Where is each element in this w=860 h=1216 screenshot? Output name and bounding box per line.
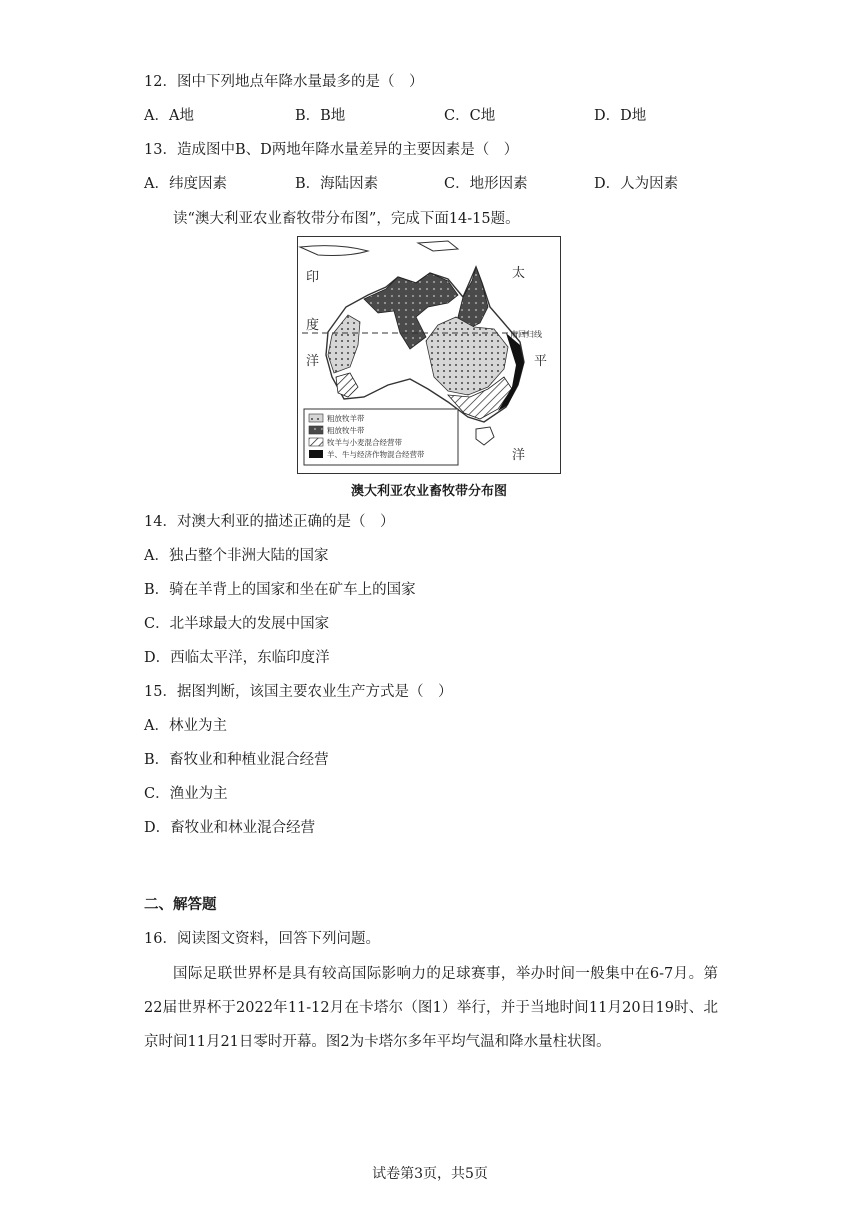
legend-swatch-cattle <box>309 426 323 434</box>
legend-swatch-mixed <box>309 438 323 446</box>
q14-option-c[interactable]: C．北半球最大的发展中国家 <box>144 616 330 632</box>
label-pacific-2: 平 <box>534 354 548 369</box>
island-shape <box>418 241 458 251</box>
q16-stem: 16．阅读图文资料，回答下列问题。 <box>144 931 380 947</box>
q12-stem: 12．图中下列地点年降水量最多的是（ ） <box>144 74 424 90</box>
map-svg <box>298 237 560 473</box>
label-pacific-3: 洋 <box>512 448 526 463</box>
legend-swatch-coast <box>309 450 323 458</box>
legend-label-sheep: 粗放牧羊带 <box>327 414 365 423</box>
q13-option-d[interactable]: D．人为因素 <box>594 176 679 192</box>
australia-agriculture-map <box>297 236 561 474</box>
label-indian-1: 印 <box>306 270 320 285</box>
q12-option-a[interactable]: A．A地 <box>144 108 194 124</box>
label-indian-3: 洋 <box>306 354 320 369</box>
legend-label-coast: 羊、牛与经济作物混合经营带 <box>327 450 425 459</box>
q12-option-b[interactable]: B．B地 <box>295 108 346 124</box>
q14-option-b[interactable]: B．骑在羊背上的国家和坐在矿车上的国家 <box>144 582 416 598</box>
q12-option-c[interactable]: C．C地 <box>444 108 496 124</box>
label-indian-2: 度 <box>306 318 320 333</box>
legend-label-cattle: 粗放牧牛带 <box>327 426 365 435</box>
q13-option-b[interactable]: B．海陆因素 <box>295 176 379 192</box>
section-heading: 二、解答题 <box>144 896 217 913</box>
intro-14-15: 读“澳大利亚农业畜牧带分布图”，完成下面14-15题。 <box>173 211 520 227</box>
q14-option-d[interactable]: D．西临太平洋，东临印度洋 <box>144 650 330 666</box>
legend-label-mixed: 牧羊与小麦混合经营带 <box>327 438 402 447</box>
q14-option-a[interactable]: A．独占整个非洲大陆的国家 <box>144 548 329 564</box>
q15-option-c[interactable]: C．渔业为主 <box>144 786 228 802</box>
q15-option-d[interactable]: D．畜牧业和林业混合经营 <box>144 820 316 836</box>
q13-stem: 13．造成图中B、D两地年降水量差异的主要因素是（ ） <box>144 142 519 158</box>
q15-option-a[interactable]: A．林业为主 <box>144 718 227 734</box>
tasmania-shape <box>476 427 494 445</box>
q15-stem: 15．据图判断，该国主要农业生产方式是（ ） <box>144 684 453 700</box>
q13-option-a[interactable]: A．纬度因素 <box>144 176 227 192</box>
label-pacific-1: 太 <box>512 266 526 281</box>
q13-option-c[interactable]: C．地形因素 <box>444 176 528 192</box>
page-footer: 试卷第3页，共5页 <box>372 1166 488 1182</box>
q15-option-b[interactable]: B．畜牧业和种植业混合经营 <box>144 752 329 768</box>
label-tropic: 南回归线 <box>510 330 542 339</box>
q12-option-d[interactable]: D．D地 <box>594 108 647 124</box>
q16-paragraph: 国际足联世界杯是具有较高国际影响力的足球赛事，举办时间一般集中在6-7月。第22届世界杯于2022年11-12月在卡塔尔（图1）举行，并于当地时间11月20日19时、北京时间11月21日零时开幕。图2为卡塔尔多年平均气温和降水量柱状图。 <box>144 966 718 1050</box>
map-caption: 澳大利亚农业畜牧带分布图 <box>350 484 507 499</box>
legend-swatch-sheep <box>309 414 323 422</box>
q14-stem: 14．对澳大利亚的描述正确的是（ ） <box>144 514 395 530</box>
island-shape <box>300 246 368 256</box>
